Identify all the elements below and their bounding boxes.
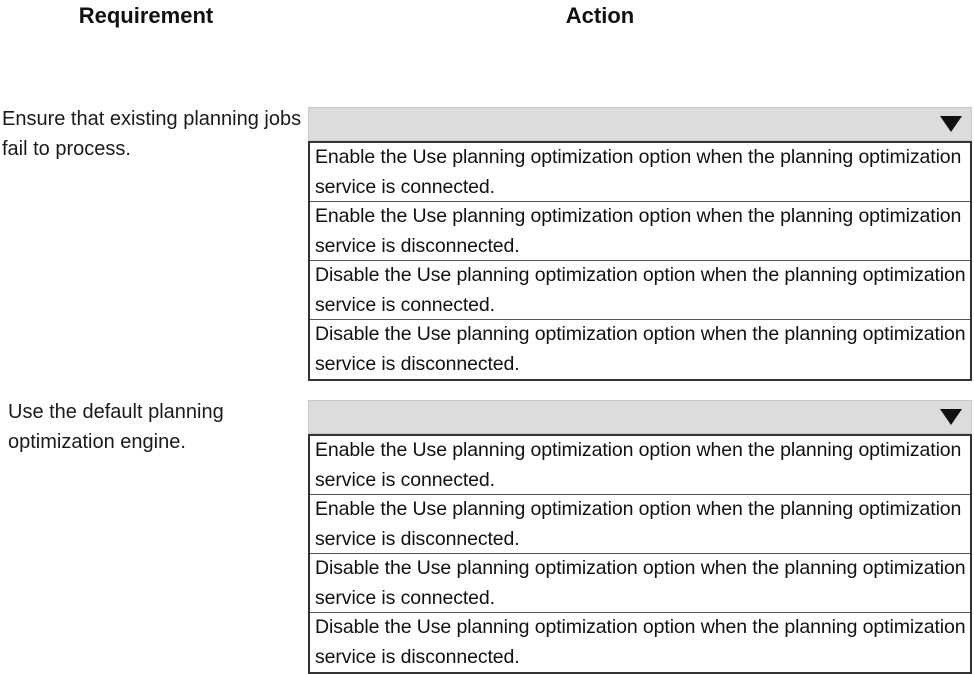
- requirement-text-2: Use the default planning optimization engine.: [8, 401, 224, 453]
- action-column-header: Action: [300, 0, 900, 34]
- dropdown-option[interactable]: Enable the Use planning optimization option when the planning optimization service is disconnected.: [310, 495, 970, 554]
- chevron-down-icon[interactable]: [935, 110, 967, 138]
- dropdown-option-list-1: [308, 141, 972, 381]
- dropdown-option[interactable]: Disable the Use planning optimization option when the planning optimization service is disconnected.: [315, 616, 966, 668]
- dropdown-option[interactable]: Disable the Use planning optimization option when the planning optimization service is connected.: [310, 261, 970, 320]
- dropdown-option[interactable]: Enable the Use planning optimization option when the planning optimization service is disconnected.: [310, 202, 970, 261]
- dropdown-option-list-2: [308, 434, 972, 674]
- dropdown-option[interactable]: Disable the Use planning optimization option when the planning optimization service is connected.: [310, 554, 970, 613]
- chevron-down-icon[interactable]: [935, 403, 967, 431]
- requirement-text-1: Ensure that existing planning jobs fail to process.: [2, 108, 302, 160]
- dropdown-option[interactable]: Disable the Use planning optimization option when the planning optimization service is disconnected.: [315, 323, 966, 375]
- requirement-column-header: Requirement: [0, 0, 292, 34]
- dropdown-selected-value-1[interactable]: [308, 107, 972, 141]
- dropdown-selected-value-2[interactable]: [308, 400, 972, 434]
- dropdown-option[interactable]: Enable the Use planning optimization option when the planning optimization service is connected.: [310, 143, 970, 202]
- dropdown-option[interactable]: Enable the Use planning optimization option when the planning optimization service is connected.: [310, 436, 970, 495]
- action-dropdown-2[interactable]: [308, 400, 972, 674]
- action-dropdown-1[interactable]: [308, 107, 972, 381]
